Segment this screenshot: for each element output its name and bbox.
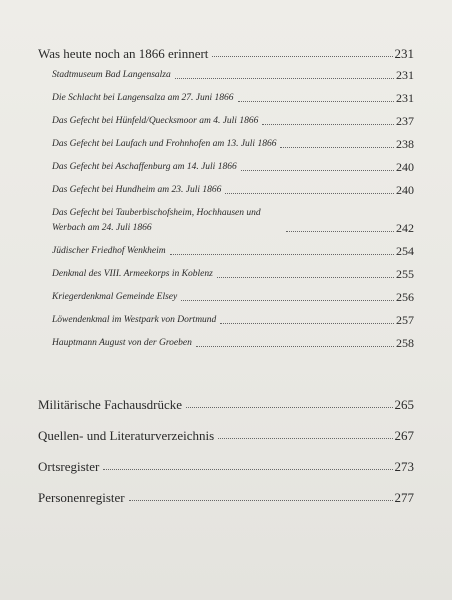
leader-dots <box>286 231 394 232</box>
toc-entry <box>38 91 414 106</box>
toc-entry <box>38 206 414 236</box>
leader-dots <box>103 469 392 470</box>
toc-entry-title: Die Schlacht bei Langensalza am 27. Juni 1866 <box>52 93 234 103</box>
toc-entry <box>38 313 414 328</box>
toc-section-heading <box>38 46 414 61</box>
leader-dots <box>212 56 392 57</box>
toc-entry-title: Ortsregister <box>38 459 100 474</box>
toc-entry-title: Quellen- und Literaturverzeichnis <box>38 428 215 443</box>
toc-page-number: 238 <box>396 137 414 151</box>
toc-entry-title: Das Gefecht bei Laufach und Frohnhofen am 13. Juli 1866 <box>52 139 277 149</box>
toc-page-number: 265 <box>394 397 414 412</box>
leader-dots <box>129 500 393 501</box>
leader-dots <box>196 346 394 347</box>
toc-entry-title: Löwendenkmal im Westpark von Dortmund <box>52 315 217 325</box>
toc-entry-title: Personenregister <box>38 490 125 505</box>
leader-dots <box>220 323 394 324</box>
toc-page-number: 267 <box>394 428 414 443</box>
toc-entry-title: Das Gefecht bei Aschaffenburg am 14. Juli 1866 <box>52 162 237 172</box>
toc-entry-title: Militärische Fachausdrücke <box>38 397 183 412</box>
toc-chapter <box>38 459 414 474</box>
toc-chapter <box>38 428 414 443</box>
toc-page-number: 258 <box>396 336 414 350</box>
toc-entry-title: Hauptmann August von der Groeben <box>52 338 192 348</box>
toc-page-number: 240 <box>396 183 414 197</box>
leader-dots <box>225 193 394 194</box>
leader-dots <box>218 438 392 439</box>
toc-entry-title: Das Gefecht bei Hundheim am 23. Juli 1866 <box>52 185 222 195</box>
toc-entry-title: Kriegerdenkmal Gemeinde Elsey <box>52 292 178 302</box>
toc-entry-title: Denkmal des VIII. Armeekorps in Koblenz <box>52 269 213 279</box>
toc-entry-title: Was heute noch an 1866 erinnert <box>38 46 209 61</box>
leader-dots <box>181 300 394 301</box>
toc-entry-title: Das Gefecht bei Hünfeld/Quecksmoor am 4. Juli 1866 <box>52 116 259 126</box>
toc-chapter <box>38 397 414 412</box>
toc-page-number: 256 <box>396 290 414 304</box>
toc-page-number: 231 <box>394 46 414 61</box>
toc-entry <box>38 336 414 351</box>
leader-dots <box>217 277 394 278</box>
toc-entry <box>38 68 414 83</box>
leader-dots <box>280 147 394 148</box>
toc-entry <box>38 290 414 305</box>
table-of-contents <box>38 46 414 521</box>
toc-page-number: 257 <box>396 313 414 327</box>
toc-entry-title: Jüdischer Friedhof Wenkheim <box>52 246 166 256</box>
toc-entry <box>38 244 414 259</box>
toc-page-number: 242 <box>396 221 414 235</box>
leader-dots <box>262 124 394 125</box>
toc-entry <box>38 160 414 175</box>
toc-entry-title: Stadtmuseum Bad Langensalza <box>52 70 171 80</box>
toc-chapter <box>38 490 414 505</box>
toc-page-number: 277 <box>394 490 414 505</box>
leader-dots <box>170 254 394 255</box>
leader-dots <box>238 101 394 102</box>
section-gap <box>38 359 414 397</box>
toc-entry <box>38 114 414 129</box>
toc-page-number: 273 <box>394 459 414 474</box>
toc-page-number: 240 <box>396 160 414 174</box>
toc-entry <box>38 183 414 198</box>
toc-page-number: 231 <box>396 91 414 105</box>
toc-entry <box>38 267 414 282</box>
toc-page-number: 254 <box>396 244 414 258</box>
toc-entry-title: Das Gefecht bei Tauberbischofsheim, Hochhausen und Werbach am 24. Juli 1866 <box>52 208 261 233</box>
leader-dots <box>175 78 394 79</box>
toc-page-number: 255 <box>396 267 414 281</box>
toc-page-number: 237 <box>396 114 414 128</box>
toc-entry <box>38 137 414 152</box>
toc-page-number: 231 <box>396 68 414 82</box>
leader-dots <box>241 170 394 171</box>
leader-dots <box>186 407 392 408</box>
